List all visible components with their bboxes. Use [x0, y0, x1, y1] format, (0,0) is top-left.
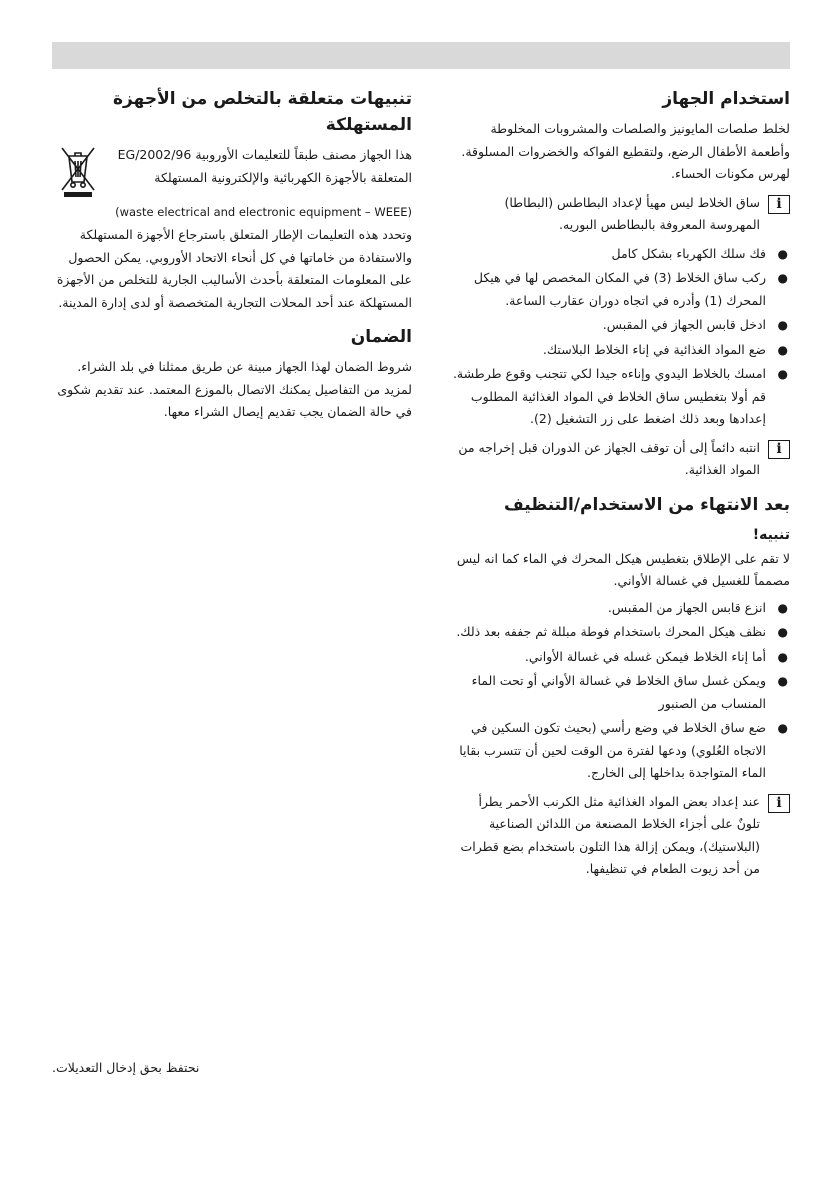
- bullet-icon: ●: [777, 271, 788, 285]
- usage-intro: لخلط صلصات المايونيز والصلصات والمشروبات المخلوطة وأطعمة الأطفال الرضع، ولتقطيع الفواكه والخضروات المسلوقة.: [461, 121, 790, 159]
- bullet-icon: ●: [777, 367, 788, 381]
- usage-intro-2: لهرس مكونات الحساء.: [671, 166, 790, 181]
- list-item: ● ضع المواد الغذائية في إناء الخلاط البلاستك.: [452, 339, 790, 362]
- crossed-bin-icon: [58, 144, 98, 198]
- list-item: ● ركب ساق الخلاط (3) في المكان المخصص لها في هيكل المحرك (1) وأدره في اتجاه دوران عقارب الساعة.: [452, 267, 790, 312]
- bullet-icon: ●: [777, 649, 788, 664]
- list-item: ● ويمكن غسل ساق الخلاط في غسالة الأواني أو تحت الماء المنساب من الصنبور: [452, 670, 790, 715]
- info-note-3-text: عند إعداد بعض المواد الغذائية مثل الكرنب الأحمر يطرأ تلونٌ على أجزاء الخلاط المصنعة من اللدائن الصناعية (البلاستيك)، ويمكن إزالة هذا التلون باستخدام بضع قطرات من أحد زيوت الطعام في تنظيفها.: [460, 793, 760, 876]
- info-note-2: [452, 437, 790, 482]
- bullet-icon: ●: [777, 625, 788, 639]
- right-column: [452, 86, 790, 887]
- info-note-2-text: انتبه دائماً إلى أن توقف الجهاز عن الدوران قبل إخراجه من المواد الغذائية.: [458, 439, 760, 477]
- bullet-icon: ●: [777, 246, 788, 261]
- info-note-1: [452, 192, 790, 237]
- list-item: ● فك سلك الكهرباء بشكل كامل: [452, 243, 790, 266]
- cleaning-steps: [452, 597, 790, 785]
- disposal-body: وتحدد هذه التعليمات الإطار المتعلق باسترجاع الأجهزة المستهلكة والاستفادة من خاماتها في كل أنحاء الاتحاد الأوروبي. يمكن الحصول على المعلومات المتعلقة بأحدث الأساليب الجارية للتخلص من الأجهزة المستهلكة عند أحد المحلات التجارية المتخصصة أو لدى إدارة المدينة.: [56, 227, 412, 310]
- warranty-heading: الضمان: [350, 327, 412, 347]
- info-note-3: [452, 791, 790, 881]
- disposal-heading: تنبيهات متعلقة بالتخلص من الأجهزة المستهلكة: [113, 89, 412, 135]
- info-note-1-text: ساق الخلاط ليس مهيأ لإعداد البطاطس (البطاطا) المهروسة المعروفة بالبطاطس البوريه.: [504, 194, 760, 232]
- bullet-icon: ●: [777, 318, 788, 332]
- info-icon: i: [768, 195, 790, 214]
- warning-text: لا تقم على الإطلاق بتغطيس هيكل المحرك في الماء كما انه ليس مصمماً للغسيل في غسالة الأواني.: [456, 550, 790, 588]
- weee-english: (waste electrical and electronic equipment – WEEE): [115, 205, 412, 219]
- weee-text: هذا الجهاز مصنف طبقاً للتعليمات الأوروبية 2002/96/EG المتعلقة بالأجهزة الكهربائية والإلكترونية المستهلكة: [117, 147, 412, 185]
- warning-title: تنبيه!: [752, 526, 790, 543]
- list-item: ● انزع قابس الجهاز من المقبس.: [452, 597, 790, 620]
- left-column: [52, 86, 412, 424]
- list-item: ● ادخل قابس الجهاز في المقبس.: [452, 314, 790, 337]
- list-item: ● نظف هيكل المحرك باستخدام فوطة مبللة ثم جففه بعد ذلك.: [452, 621, 790, 644]
- info-icon: i: [768, 794, 790, 813]
- footer-note: نحتفظ بحق إدخال التعديلات.: [52, 1060, 200, 1075]
- bullet-icon: ●: [777, 600, 788, 615]
- header-bar: [52, 42, 790, 69]
- warranty-text: شروط الضمان لهذا الجهاز مبينة عن طريق ممثلنا في بلد الشراء. لمزيد من التفاصيل يمكنك الاتصال بالموزع المعتمد. عند تقديم شكوى في حالة الضمان يجب تقديم إيصال الشراء معها.: [57, 359, 412, 419]
- cleaning-heading: بعد الانتهاء من الاستخدام/التنظيف: [503, 494, 790, 515]
- list-item: ● امسك بالخلاط اليدوي وإناءه جيدا لكي تتجنب وقوع طرطشة. قم أولا بتغطيس ساق الخلاط في المواد الغذائية المطلوب إعدادها وبعد ذلك اضغط على زر التشغيل (2).: [452, 363, 790, 431]
- bullet-icon: ●: [777, 342, 788, 357]
- bullet-icon: ●: [777, 721, 788, 735]
- weee-block: [52, 144, 412, 198]
- info-icon: i: [768, 440, 790, 459]
- bullet-icon: ●: [777, 674, 788, 688]
- list-item: ● أما إناء الخلاط فيمكن غسله في غسالة الأواني.: [452, 646, 790, 669]
- usage-heading: استخدام الجهاز: [662, 89, 790, 109]
- list-item: ● ضع ساق الخلاط في وضع رأسي (بحيث تكون السكين في الاتجاه العُلوي) ودعها لفترة من الوقت لحين أن تتسرب بقايا الماء المتواجدة بداخلها إلى الخارج.: [452, 717, 790, 785]
- usage-steps: [452, 243, 790, 431]
